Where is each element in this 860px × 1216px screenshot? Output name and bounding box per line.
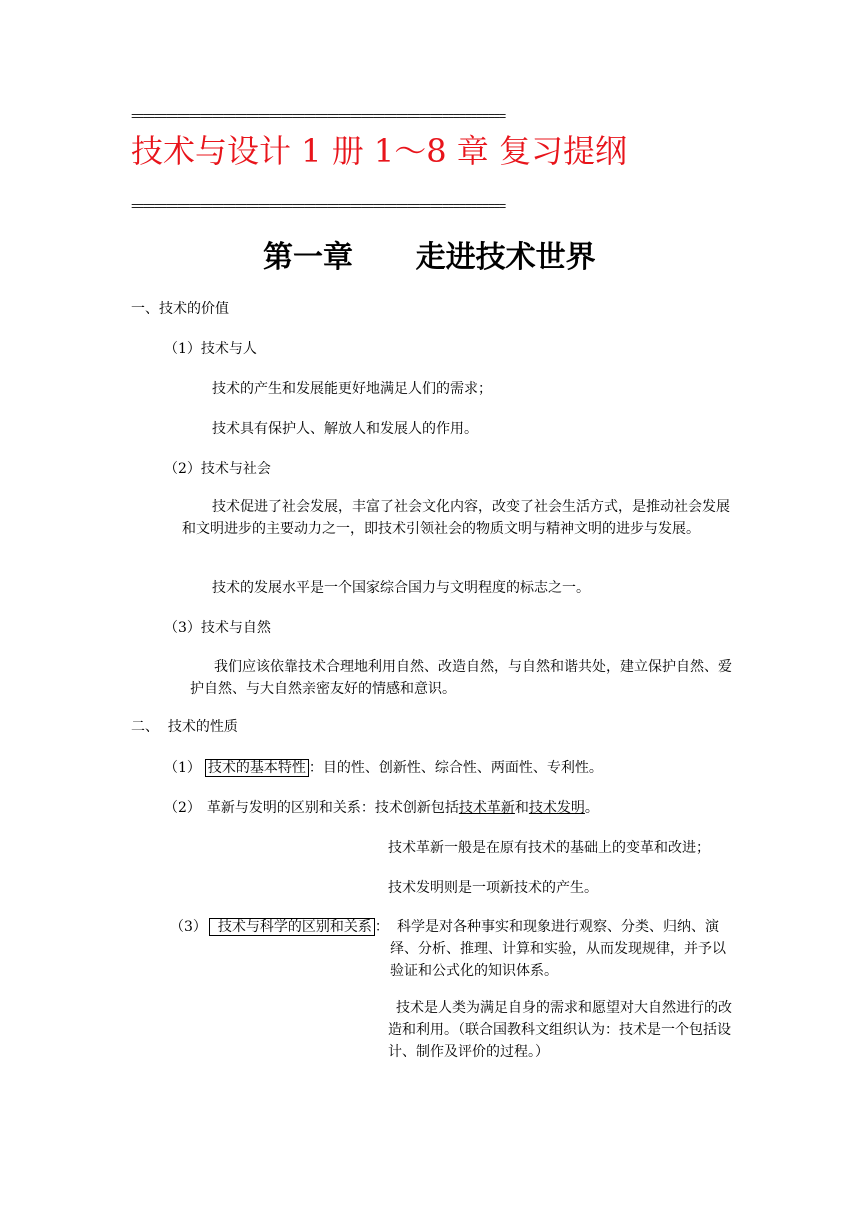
item3-label	[170, 916, 389, 938]
sub1-line2: 技术具有保护人、解放人和发展人的作用。	[212, 421, 478, 437]
section2-heading: 二、 技术的性质	[131, 719, 238, 735]
sub2-para1: 技术促进了社会发展，丰富了社会文化内容，改变了社会生活方式，是推动社会发展和文明进步的主要动力之一，即技术引领社会的物质文明与精神文明的进步与发展。	[182, 499, 730, 537]
chapter-title: 第一章 走进技术世界	[263, 240, 596, 275]
header-rule-bottom: =================================================================	[131, 200, 505, 214]
item2-end: 。	[584, 800, 599, 816]
section1-heading: 一、技术的价值	[131, 301, 229, 317]
item3-number: （3）	[170, 919, 207, 935]
sub1-label: （1）技术与人	[164, 341, 257, 357]
item1-boxed-term: 技术的基本特性	[205, 759, 309, 777]
item3-science: 科学是对各种事实和现象进行观察、分类、归纳、演绎、分析、推理、计算和实验，从而发现规律，并予以验证和公式化的知识体系。	[390, 919, 726, 979]
item1-text: ：目的性、创新性、综合性、两面性、专利性。	[308, 760, 603, 776]
item2-line2: 技术发明则是一项新技术的产生。	[388, 880, 598, 896]
item2-underlined-term-1: 技术革新	[458, 800, 515, 816]
header-rule-top: =================================================================	[131, 110, 505, 124]
item2-lead: 革新与发明的区别和关系：技术创新包括	[206, 800, 459, 816]
sub3-para: 我们应该依靠技术合理地利用自然、改造自然，与自然和谐共处，建立保护自然、爱护自然、与大自然亲密友好的情感和意识。	[190, 659, 732, 697]
item2	[164, 797, 599, 819]
sub1-line1: 技术的产生和发展能更好地满足人们的需求；	[212, 381, 492, 397]
document-title: 技术与设计 1 册 1～8 章 复习提纲	[131, 132, 627, 170]
item1-number: （1）	[164, 760, 201, 776]
sub2-label: （2）技术与社会	[164, 461, 271, 477]
item3-boxed-term: 技术与科学的区别和关系	[209, 918, 375, 936]
sub3-label: （3）技术与自然	[164, 620, 271, 636]
item2-underlined-term-2: 技术发明	[528, 800, 585, 816]
sub2-para2: 技术的发展水平是一个国家综合国力与文明程度的标志之一。	[212, 580, 590, 596]
item2-and: 和	[514, 800, 529, 816]
item3-technology: 技术是人类为满足自身的需求和愿望对大自然进行的改造和利用。（联合国教科文组织认为：技术是一个包括设计、制作及评价的过程。）	[388, 1000, 732, 1060]
item2-line1: 技术革新一般是在原有技术的基础上的变革和改进；	[388, 840, 710, 856]
item3-colon: ：	[374, 919, 389, 935]
item1	[164, 757, 603, 779]
item2-number: （2）	[164, 800, 201, 816]
